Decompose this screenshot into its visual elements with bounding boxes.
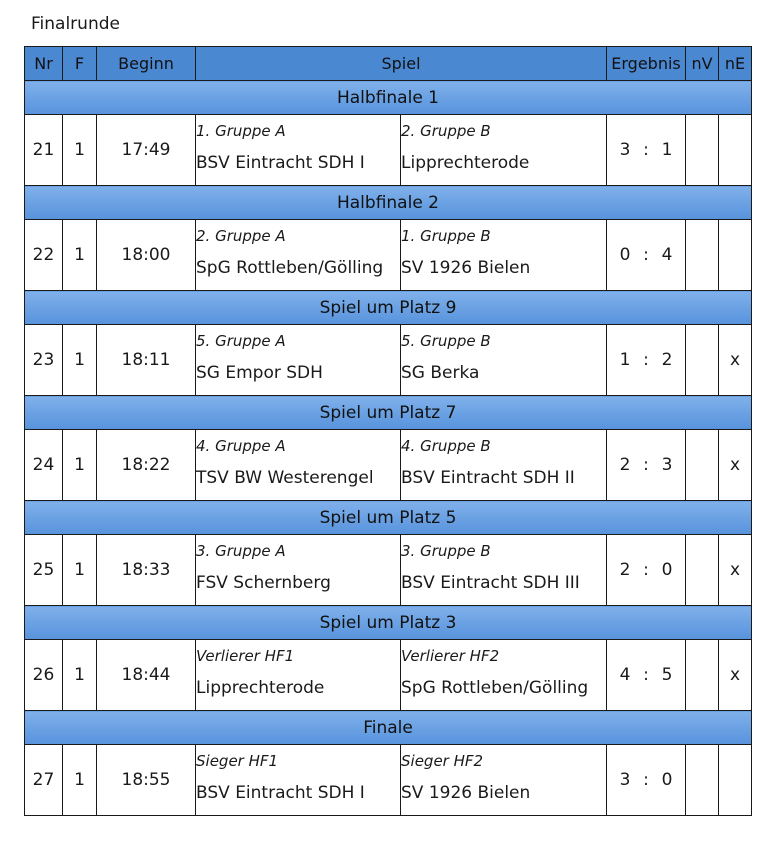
game-row [25, 220, 752, 291]
score-home: 4 [619, 665, 631, 685]
score-separator: : [643, 455, 649, 475]
header-ne: nE [719, 47, 752, 81]
score-home: 0 [619, 245, 631, 265]
home-role: 2. Gruppe A [196, 227, 286, 245]
result-cell [607, 535, 686, 606]
section-title: Spiel um Platz 3 [25, 606, 752, 640]
away-team: BSV Eintracht SDH II [401, 468, 575, 488]
score-separator: : [643, 140, 649, 160]
home-team: Lipprechterode [196, 678, 325, 698]
result-cell [607, 640, 686, 711]
home-role: 5. Gruppe A [196, 332, 286, 350]
score-away: 0 [661, 770, 673, 790]
result-cell [607, 430, 686, 501]
game-start-time: 18:55 [97, 745, 196, 816]
game-row [25, 325, 752, 396]
section-row [25, 291, 752, 325]
away-team: Lipprechterode [401, 153, 530, 173]
score-home: 1 [619, 350, 631, 370]
away-cell [401, 325, 607, 396]
away-cell [401, 430, 607, 501]
score-home: 2 [619, 560, 631, 580]
away-role: Sieger HF2 [401, 752, 484, 770]
penalty-cell [719, 115, 752, 186]
overtime-cell [686, 640, 719, 711]
section-title: Halbfinale 2 [25, 186, 752, 220]
results-table [24, 46, 752, 816]
home-role: 1. Gruppe A [196, 122, 286, 140]
section-row [25, 501, 752, 535]
score-separator: : [643, 560, 649, 580]
page-title: Finalrunde [31, 14, 120, 34]
game-field: 1 [63, 745, 97, 816]
game-row [25, 745, 752, 816]
home-cell [196, 220, 401, 291]
overtime-cell [686, 325, 719, 396]
game-start-time: 18:44 [97, 640, 196, 711]
home-cell [196, 430, 401, 501]
game-start-time: 18:11 [97, 325, 196, 396]
away-cell [401, 745, 607, 816]
home-role: 4. Gruppe A [196, 437, 286, 455]
game-nr: 26 [25, 640, 63, 711]
result-cell [607, 115, 686, 186]
game-start-time: 18:00 [97, 220, 196, 291]
away-team: SG Berka [401, 363, 480, 383]
home-role: Sieger HF1 [196, 752, 279, 770]
score-separator: : [643, 350, 649, 370]
game-nr: 23 [25, 325, 63, 396]
game-start-time: 18:22 [97, 430, 196, 501]
game-nr: 25 [25, 535, 63, 606]
header-nr: Nr [25, 47, 63, 81]
results-body [25, 81, 752, 816]
game-start-time: 18:33 [97, 535, 196, 606]
header-nv: nV [686, 47, 719, 81]
away-role: 5. Gruppe B [401, 332, 491, 350]
away-role: 2. Gruppe B [401, 122, 491, 140]
penalty-cell: x [719, 535, 752, 606]
score-away: 3 [661, 455, 673, 475]
home-cell [196, 745, 401, 816]
away-cell [401, 640, 607, 711]
section-row [25, 711, 752, 745]
game-field: 1 [63, 325, 97, 396]
header-row [25, 47, 752, 81]
game-field: 1 [63, 115, 97, 186]
section-title: Halbfinale 1 [25, 81, 752, 115]
header-spiel: Spiel [196, 47, 607, 81]
penalty-cell: x [719, 430, 752, 501]
game-row [25, 535, 752, 606]
score-separator: : [643, 665, 649, 685]
home-cell [196, 325, 401, 396]
section-row [25, 81, 752, 115]
score-home: 2 [619, 455, 631, 475]
game-field: 1 [63, 535, 97, 606]
away-role: 1. Gruppe B [401, 227, 491, 245]
game-row [25, 640, 752, 711]
section-row [25, 186, 752, 220]
home-cell [196, 640, 401, 711]
away-cell [401, 115, 607, 186]
result-cell [607, 325, 686, 396]
penalty-cell [719, 220, 752, 291]
game-nr: 24 [25, 430, 63, 501]
score-away: 2 [661, 350, 673, 370]
section-title: Spiel um Platz 5 [25, 501, 752, 535]
home-cell [196, 115, 401, 186]
game-nr: 22 [25, 220, 63, 291]
score-away: 4 [661, 245, 673, 265]
away-team: SpG Rottleben/Gölling [401, 678, 589, 698]
home-role: Verlierer HF1 [196, 647, 295, 665]
score-away: 5 [661, 665, 673, 685]
away-team: SV 1926 Bielen [401, 783, 531, 803]
header-f: F [63, 47, 97, 81]
home-team: SG Empor SDH [196, 363, 323, 383]
game-field: 1 [63, 430, 97, 501]
result-cell [607, 745, 686, 816]
section-row [25, 606, 752, 640]
away-role: 4. Gruppe B [401, 437, 491, 455]
home-team: SpG Rottleben/Gölling [196, 258, 384, 278]
away-role: 3. Gruppe B [401, 542, 491, 560]
score-separator: : [643, 245, 649, 265]
away-team: SV 1926 Bielen [401, 258, 531, 278]
away-cell [401, 220, 607, 291]
game-field: 1 [63, 640, 97, 711]
game-nr: 21 [25, 115, 63, 186]
score-separator: : [643, 770, 649, 790]
home-team: BSV Eintracht SDH I [196, 783, 365, 803]
result-cell [607, 220, 686, 291]
home-role: 3. Gruppe A [196, 542, 286, 560]
score-home: 3 [619, 770, 631, 790]
home-cell [196, 535, 401, 606]
section-row [25, 396, 752, 430]
score-away: 0 [661, 560, 673, 580]
score-away: 1 [661, 140, 673, 160]
game-nr: 27 [25, 745, 63, 816]
penalty-cell: x [719, 640, 752, 711]
overtime-cell [686, 430, 719, 501]
game-row [25, 430, 752, 501]
overtime-cell [686, 220, 719, 291]
section-title: Spiel um Platz 9 [25, 291, 752, 325]
away-cell [401, 535, 607, 606]
score-home: 3 [619, 140, 631, 160]
game-row [25, 115, 752, 186]
penalty-cell [719, 745, 752, 816]
home-team: TSV BW Westerengel [196, 468, 374, 488]
section-title: Spiel um Platz 7 [25, 396, 752, 430]
penalty-cell: x [719, 325, 752, 396]
away-role: Verlierer HF2 [401, 647, 500, 665]
overtime-cell [686, 745, 719, 816]
home-team: FSV Schernberg [196, 573, 331, 593]
header-beginn: Beginn [97, 47, 196, 81]
section-title: Finale [25, 711, 752, 745]
home-team: BSV Eintracht SDH I [196, 153, 365, 173]
away-team: BSV Eintracht SDH III [401, 573, 580, 593]
game-field: 1 [63, 220, 97, 291]
overtime-cell [686, 115, 719, 186]
overtime-cell [686, 535, 719, 606]
header-ergebnis: Ergebnis [607, 47, 686, 81]
game-start-time: 17:49 [97, 115, 196, 186]
